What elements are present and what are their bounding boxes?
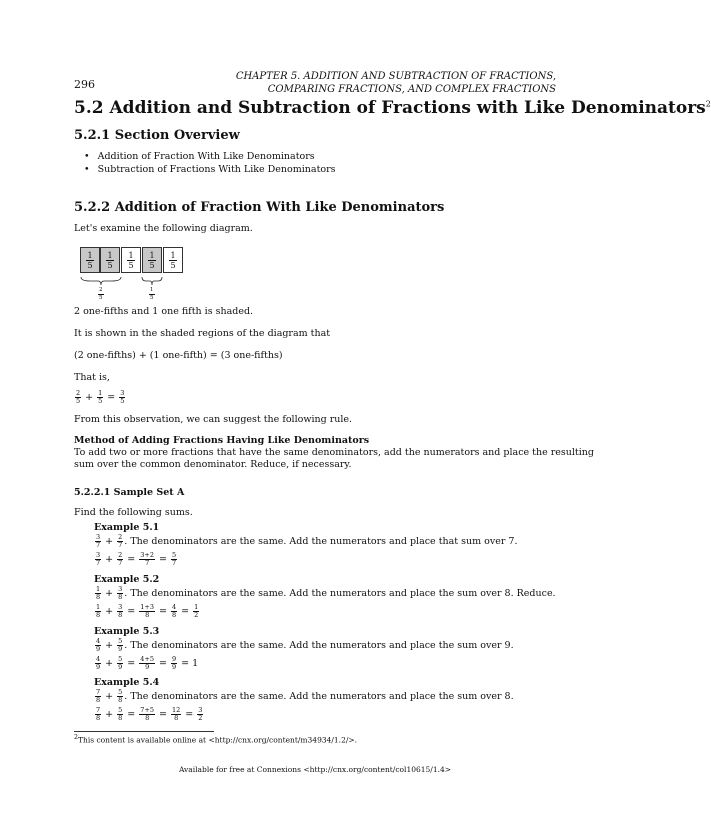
diagram-cell: $\frac{1}{5}$ <box>80 247 100 273</box>
section-footnote-mark: 2 <box>705 99 711 109</box>
diagram-cell: $\frac{1}{5}$ <box>142 247 162 273</box>
sample-intro: Find the following sums. <box>74 507 193 518</box>
addition-title: 5.2.2 Addition of Fraction With Like Denominators <box>74 200 445 215</box>
fraction-diagram <box>80 247 184 275</box>
example-title: Example 5.1 <box>94 522 160 533</box>
method-title: Method of Adding Fractions Having Like Denominators <box>74 435 370 446</box>
page-footer: Available for free at Connexions <http://cnx.org/content/col10615/1.4> <box>178 765 452 774</box>
diagram-cell: $\frac{1}{5}$ <box>163 247 183 273</box>
example-title: Example 5.3 <box>94 626 160 637</box>
brace-label-one-fifth: $\frac{1}{5}$ <box>150 287 154 301</box>
that-is-text: That is, <box>74 372 110 383</box>
example-answer: $\frac{1}{8}$ + $\frac{3}{8}$ = $\frac{1+3}{8}$ = $\frac{4}{8}$ = $\frac{1}{2}$ <box>96 603 199 619</box>
example-title: Example 5.4 <box>94 677 160 688</box>
brace-label-two-fifths: $\frac{2}{5}$ <box>99 287 103 301</box>
page-number: 296 <box>74 78 95 91</box>
shaded-explanation: It is shown in the shaded regions of the diagram that <box>74 328 331 339</box>
method-line1: To add two or more fractions that have the same denominators, add the numerators and place the resulting <box>74 447 594 458</box>
overview-item: • Subtraction of Fractions With Like Denominators <box>84 163 336 176</box>
example-question: $\frac{3}{7}$ + $\frac{2}{7}$ . The denominators are the same. Add the numerators and place that sum over 7. <box>96 533 518 549</box>
example-title: Example 5.2 <box>94 574 160 585</box>
section-title: 5.2 Addition and Subtraction of Fractions with Like Denominators$^2$ <box>74 98 711 118</box>
diagram-cell: $\frac{1}{5}$ <box>121 247 141 273</box>
chapter-header-line2: COMPARING FRACTIONS, AND COMPLEX FRACTIONS <box>267 84 556 95</box>
diagram-cell: $\frac{1}{5}$ <box>100 247 120 273</box>
shaded-sentence: 2 one-fifths and 1 one fifth is shaded. <box>74 306 254 317</box>
chapter-header <box>236 70 556 96</box>
example-question: $\frac{7}{8}$ + $\frac{5}{8}$ . The denominators are the same. Add the numerators and place the sum over 8. <box>96 688 514 704</box>
overview-list <box>84 150 336 176</box>
example-question: $\frac{4}{9}$ + $\frac{5}{9}$ . The denominators are the same. Add the numerators and place the sum over 9. <box>96 637 514 653</box>
overview-item: • Addition of Fraction With Like Denominators <box>84 150 336 163</box>
example-answer: $\frac{4}{9}$ + $\frac{5}{9}$ = $\frac{4+5}{9}$ = $\frac{9}{9}$ = 1 <box>96 655 199 671</box>
footnote-mark: 2 <box>74 734 78 741</box>
method-line2: sum over the common denominator. Reduce, if necessary. <box>74 459 352 470</box>
chapter-header-line1: CHAPTER 5. ADDITION AND SUBTRACTION OF FRACTIONS, <box>235 71 556 82</box>
example-question: $\frac{1}{8}$ + $\frac{3}{8}$ . The denominators are the same. Add the numerators and place the sum over 8. Reduce. <box>96 585 556 601</box>
addition-intro: Let's examine the following diagram. <box>74 223 253 234</box>
overview-title: 5.2.1 Section Overview <box>74 128 240 143</box>
observation-text: From this observation, we can suggest the following rule. <box>74 414 353 425</box>
example-answer: $\frac{3}{7}$ + $\frac{2}{7}$ = $\frac{3+2}{7}$ = $\frac{5}{7}$ <box>96 551 177 567</box>
one-fifths-equation: (2 one-fifths) + (1 one-fifth) = (3 one-fifths) <box>74 350 283 361</box>
footnote: $^2$This content is available online at <http://cnx.org/content/m34934/1.2/>. <box>74 734 358 745</box>
example-answer: $\frac{7}{8}$ + $\frac{5}{8}$ = $\frac{7+5}{8}$ = $\frac{12}{8}$ = $\frac{3}{2}$ <box>96 706 203 722</box>
footnote-rule <box>74 731 214 732</box>
sample-set-title: 5.2.2.1 Sample Set A <box>74 487 185 498</box>
diagram-braces <box>80 276 190 286</box>
fraction-equation: $\frac{2}{5}$ + $\frac{1}{5}$ = $\frac{3}{5}$ <box>76 389 125 405</box>
